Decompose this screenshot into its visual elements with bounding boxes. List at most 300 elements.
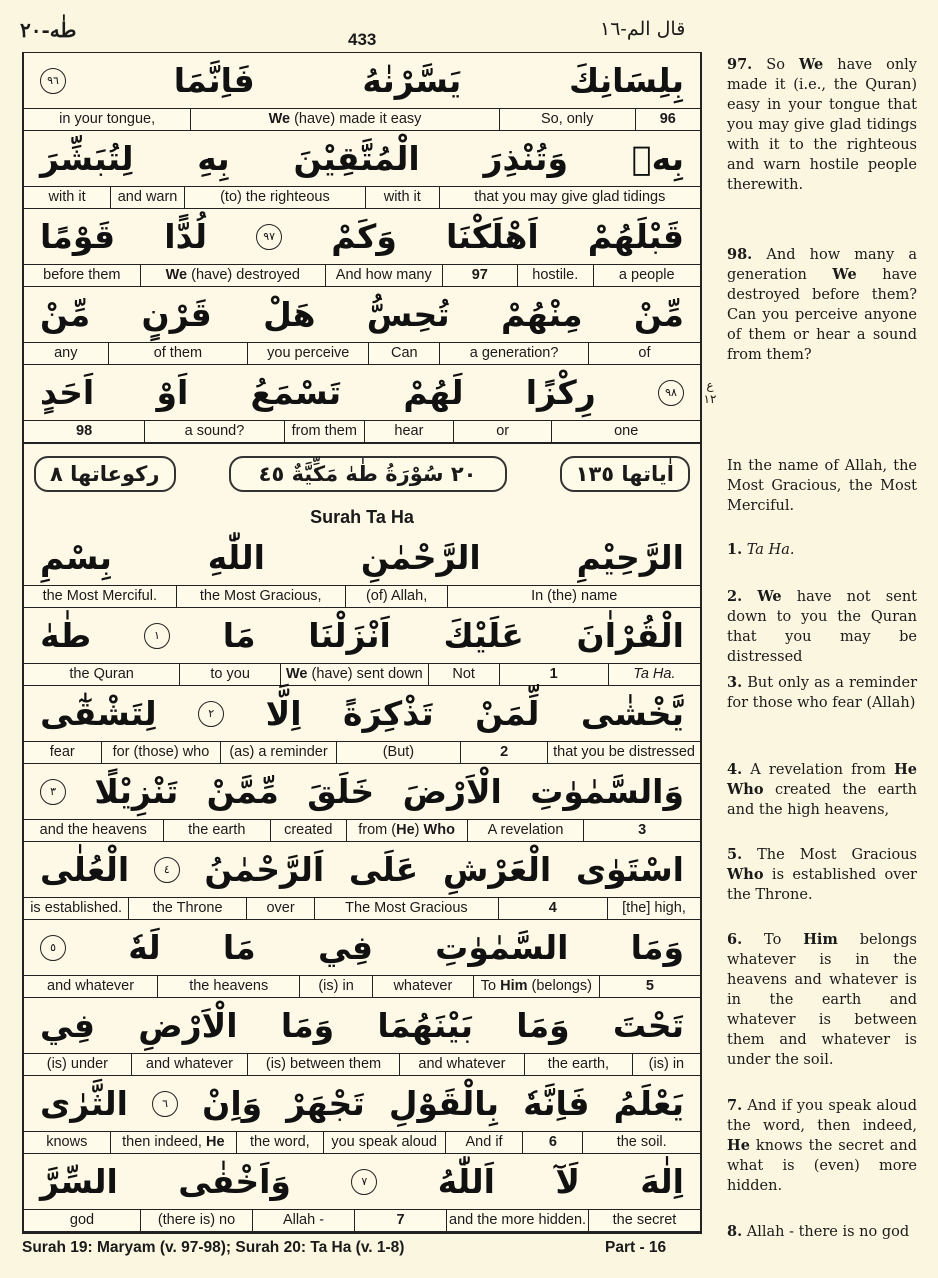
arabic-word: بِهٖ <box>631 139 684 178</box>
arabic-word: السَّمٰوٰتِ <box>435 928 569 967</box>
english-row <box>24 1053 700 1076</box>
arabic-word: تَنْزِيْلًا <box>94 772 179 811</box>
gloss-text: To <box>480 978 501 994</box>
gloss-cell <box>445 1132 523 1153</box>
arabic-word: الْعَرْشِ <box>442 850 552 889</box>
gloss-text: Not <box>452 666 475 682</box>
english-row <box>24 1209 700 1232</box>
gloss-cell <box>635 109 700 130</box>
gloss-text: then indeed, <box>122 1134 206 1150</box>
gloss-cell <box>252 1210 354 1231</box>
gloss-text: that you be distressed <box>553 744 695 760</box>
gloss-text: Can <box>391 345 418 361</box>
gloss-cell <box>345 586 448 607</box>
gloss-cell <box>499 664 608 685</box>
arabic-word: تَسْمَعُ <box>250 373 342 412</box>
verse-number-circle: ٦ <box>152 1091 178 1117</box>
gloss-cell <box>299 976 371 997</box>
gloss-bold: He <box>205 1134 225 1150</box>
gloss-text: Ta Ha. <box>633 666 676 682</box>
gloss-cell <box>24 1132 110 1153</box>
translation-emphasis: He <box>727 1137 750 1154</box>
arabic-word: قَرْنٍ <box>141 295 212 334</box>
gloss-cell <box>140 1210 252 1231</box>
gloss-text: (to) the righteous <box>220 189 330 205</box>
gloss-text: whatever <box>393 978 453 994</box>
gloss-cell <box>346 820 467 841</box>
surah-banner <box>24 443 700 504</box>
gloss-text: [the] high, <box>622 900 686 916</box>
gloss-text: or <box>496 423 510 439</box>
gloss-text: The Most Gracious <box>345 900 468 916</box>
gloss-cell <box>522 1132 582 1153</box>
translation-emphasis: We <box>832 266 857 283</box>
verse-number-circle: ٥ <box>40 935 66 961</box>
translation-text: The Most Gracious <box>742 847 917 863</box>
arabic-row <box>24 842 700 897</box>
gloss-cell <box>236 1132 323 1153</box>
gloss-text: the Quran <box>69 666 134 682</box>
gloss-cell <box>163 820 271 841</box>
verse-number-circle: ٩٧ <box>256 224 282 250</box>
arabic-row <box>24 764 700 819</box>
translation-emphasis: He Who <box>727 761 917 798</box>
gloss-cell <box>354 1210 446 1231</box>
arabic-word: لِّمَنْ <box>475 694 540 733</box>
arabic-word: اسْتَوٰى <box>575 850 684 889</box>
english-row <box>24 420 700 443</box>
arabic-word: تَذْكِرَةً <box>343 694 434 733</box>
arabic-word: الْمُتَّقِيْنَ <box>293 139 420 178</box>
arabic-word: لَهُمْ <box>403 373 464 412</box>
gloss-cell <box>176 586 345 607</box>
english-row <box>24 186 700 209</box>
gloss-cell <box>24 742 101 763</box>
gloss-text: and the more hidden. <box>449 1212 587 1228</box>
gloss-cell <box>131 1054 247 1075</box>
arabic-word: اللّٰهِ <box>207 538 265 577</box>
gloss-cell <box>588 343 700 364</box>
arabic-word: تُحِسُّ <box>366 295 450 334</box>
english-row <box>24 975 700 998</box>
arabic-word: يَسَّرْنٰهُ <box>362 61 462 100</box>
footer-part: Part - 16 <box>605 1239 667 1256</box>
gloss-text: 5 <box>645 978 654 994</box>
arabic-row <box>24 287 700 342</box>
arabic-word: عَلَى <box>348 850 419 889</box>
gloss-text: Allah - <box>282 1212 325 1228</box>
arabic-word: وَمَا <box>630 928 684 967</box>
gloss-text: that you may give glad tidings <box>474 189 666 205</box>
translation-verse <box>727 1096 917 1196</box>
gloss-text: (is) in <box>648 1056 685 1072</box>
gloss-cell <box>447 586 700 607</box>
translation-italic: Ta Ha. <box>746 542 795 558</box>
translation-verse <box>727 55 917 195</box>
gloss-cell <box>499 109 635 130</box>
arabic-word: لِتَشْقٰٓى <box>40 694 157 733</box>
gloss-cell <box>24 421 144 442</box>
gloss-cell <box>220 742 335 763</box>
arabic-word: وَاِنْ <box>202 1084 263 1123</box>
arabic-word: وَمَا <box>280 1006 335 1045</box>
gloss-cell <box>325 265 442 286</box>
arabic-row <box>24 131 700 186</box>
translation-emphasis: Him <box>803 931 838 948</box>
gloss-text: (have) made it easy <box>290 111 422 127</box>
arabic-word: بِهِ <box>197 139 230 178</box>
translation-text: And how many a generation <box>727 247 917 283</box>
gloss-text: is established. <box>30 900 123 916</box>
verse-number-circle: ٣ <box>40 779 66 805</box>
gloss-cell <box>24 820 163 841</box>
gloss-cell <box>453 421 551 442</box>
gloss-cell <box>246 898 314 919</box>
arabic-word: مَا <box>222 928 256 967</box>
translation-text: To <box>742 932 804 948</box>
arabic-word: السِّرَّ <box>40 1162 118 1201</box>
translation-text: belongs whatever is in the heavens and whatever is in the earth and whatever is between them and whatever is under the soil. <box>727 932 917 1068</box>
gloss-text: (of) Allah, <box>365 588 428 604</box>
gloss-cell <box>247 343 368 364</box>
translation-verse <box>727 673 917 713</box>
gloss-text: 96 <box>659 111 676 127</box>
gloss-text: and warn <box>117 189 178 205</box>
gloss-cell <box>498 898 607 919</box>
gloss-cell <box>364 421 453 442</box>
arabic-word: الرَّحِيْمِ <box>576 538 684 577</box>
gloss-text: And how many <box>335 267 432 283</box>
gloss-text: a generation? <box>469 345 559 361</box>
gloss-text: (is) under <box>46 1056 108 1072</box>
arabic-word: اَحَدٍ <box>40 373 95 412</box>
verse-label: 7. <box>727 1097 743 1114</box>
arabic-word: فِي <box>317 928 373 967</box>
translation-verse <box>727 245 917 365</box>
arabic-word: لُدًّا <box>164 217 208 256</box>
arabic-word: فَاِنَّمَا <box>173 61 255 100</box>
gloss-text: a people <box>618 267 675 283</box>
translation-text: have only made it (i.e., the Quran) easy in your tongue that you may give glad tidings with it to the righteous and warn hostile people therewith. <box>727 57 917 193</box>
arabic-word: عَلَيْكَ <box>443 616 524 655</box>
gloss-cell <box>372 976 473 997</box>
translation-verse <box>727 760 917 820</box>
verse-label: 5. <box>727 846 743 863</box>
verse-label: 2. <box>727 588 743 605</box>
gloss-text: the Most Gracious, <box>199 588 322 604</box>
gloss-cell <box>336 742 461 763</box>
gloss-cell <box>473 976 599 997</box>
gloss-cell <box>108 343 248 364</box>
gloss-cell <box>428 664 499 685</box>
gloss-text: (is) between them <box>265 1056 382 1072</box>
translation-text: A revelation from <box>742 762 895 778</box>
verse-number-circle: ١ <box>144 623 170 649</box>
translation-text: So <box>752 57 799 73</box>
gloss-cell <box>460 742 547 763</box>
arabic-row <box>24 686 700 741</box>
english-row <box>24 1131 700 1154</box>
gloss-text: god <box>69 1212 95 1228</box>
verse-label: 1. <box>727 541 743 558</box>
gloss-cell <box>24 1054 131 1075</box>
arabic-word: وَتُنْذِرَ <box>483 139 568 178</box>
gloss-cell <box>314 898 497 919</box>
arabic-word: لَهٗ <box>128 928 161 967</box>
gloss-cell <box>588 1210 700 1231</box>
gloss-cell <box>24 976 157 997</box>
banner-center: ٢٠ سُوْرَةُ طٰهٰ مَكِّيَّةٌ ٤٥ <box>229 456 507 492</box>
arabic-row <box>24 920 700 975</box>
banner-right: اٰياتها ١٣٥ <box>560 456 690 492</box>
gloss-cell <box>110 187 184 208</box>
arabic-word: تَحْتَ <box>612 1006 684 1045</box>
gloss-text: knows <box>46 1134 88 1150</box>
gloss-cell <box>110 1132 236 1153</box>
translation-text: created the earth and the high heavens, <box>727 782 917 818</box>
gloss-text: the soil. <box>616 1134 667 1150</box>
gloss-text: ) <box>414 822 424 838</box>
arabic-row <box>24 209 700 264</box>
gloss-cell <box>524 1054 632 1075</box>
gloss-cell <box>24 109 190 130</box>
english-row <box>24 741 700 764</box>
arabic-word: اَللّٰهُ <box>437 1162 495 1201</box>
gloss-cell <box>190 109 498 130</box>
arabic-word: هَلْ <box>263 295 316 334</box>
gloss-cell <box>270 820 345 841</box>
gloss-cell <box>140 265 325 286</box>
page-header <box>0 0 938 52</box>
gloss-text: in your tongue, <box>59 111 156 127</box>
arabic-word: وَكَمْ <box>331 217 397 256</box>
header-right: قال الم-١٦ <box>600 18 686 40</box>
arabic-row <box>24 365 700 420</box>
gloss-text: you speak aloud <box>331 1134 437 1150</box>
gloss-cell <box>442 265 517 286</box>
gloss-cell <box>24 1210 140 1231</box>
translation-emphasis: We <box>798 56 824 73</box>
gloss-text: the Most Merciful. <box>42 588 157 604</box>
arabic-word: الْاَرْضَ <box>402 772 502 811</box>
arabic-word: بِالْقَوْلِ <box>388 1084 500 1123</box>
gloss-text: with it <box>383 189 421 205</box>
gloss-text: (is) in <box>318 978 354 994</box>
gloss-cell <box>157 976 299 997</box>
gloss-cell <box>467 820 584 841</box>
arabic-word: اَهْلَكْنَا <box>445 217 539 256</box>
gloss-cell <box>593 265 701 286</box>
gloss-text: (have) sent down <box>307 666 423 682</box>
gloss-cell <box>365 187 439 208</box>
gloss-text: to you <box>210 666 250 682</box>
arabic-word: الرَّحْمٰنِ <box>360 538 481 577</box>
arabic-word: بَيْنَهُمَا <box>377 1006 474 1045</box>
gloss-cell <box>179 664 280 685</box>
gloss-text: hear <box>394 423 424 439</box>
english-row <box>24 819 700 842</box>
word-by-word-table <box>22 52 702 1234</box>
gloss-cell <box>399 1054 524 1075</box>
gloss-text: the word, <box>250 1134 310 1150</box>
translation-text: have destroyed before them? Can you perceive anyone of them or hear a sound from them? <box>727 267 917 363</box>
translation-text: In the name of Allah, the Most Gracious, the Most Merciful. <box>727 458 917 514</box>
arabic-word: الْاَرْضِ <box>138 1006 238 1045</box>
arabic-word: وَمَا <box>516 1006 570 1045</box>
gloss-text: a sound? <box>184 423 245 439</box>
gloss-cell <box>323 1132 445 1153</box>
gloss-text: the earth, <box>547 1056 610 1072</box>
english-row <box>24 663 700 686</box>
gloss-text: one <box>614 423 639 439</box>
translation-text: is established over the Throne. <box>727 867 917 903</box>
gloss-cell <box>632 1054 700 1075</box>
surah-title: Surah Ta Ha <box>310 507 414 527</box>
arabic-word: اِلٰهَ <box>640 1162 684 1201</box>
arabic-word: الْعُلٰى <box>40 850 130 889</box>
gloss-text: 1 <box>549 666 558 682</box>
arabic-word: اَوْ <box>156 373 189 412</box>
arabic-word: مِنْهُمْ <box>500 295 583 334</box>
gloss-bold: Who <box>423 822 455 838</box>
translation-emphasis: We <box>757 588 782 605</box>
verse-label: 6. <box>727 931 743 948</box>
gloss-text: from them <box>291 423 357 439</box>
arabic-word: مَا <box>222 616 256 655</box>
gloss-text: the secret <box>612 1212 677 1228</box>
arabic-row <box>24 53 700 108</box>
verse-number-circle: ٢ <box>198 701 224 727</box>
verse-number-circle: ٤ <box>154 857 180 883</box>
arabic-row <box>24 608 700 663</box>
arabic-word: اَلرَّحْمٰنُ <box>204 850 325 889</box>
translation-verse <box>727 587 917 667</box>
arabic-word: مِّنْ <box>40 295 91 334</box>
translation-verse <box>727 540 917 560</box>
english-row <box>24 108 700 131</box>
gloss-cell <box>24 265 140 286</box>
gloss-text: And if <box>465 1134 503 1150</box>
gloss-cell <box>607 898 700 919</box>
arabic-row <box>24 1076 700 1131</box>
gloss-text: with it <box>48 189 86 205</box>
arabic-word: فَاِنَّهٗ <box>523 1084 590 1123</box>
gloss-text: A revelation <box>487 822 564 838</box>
gloss-text: hostile. <box>532 267 579 283</box>
arabic-word: قَوْمًا <box>40 217 116 256</box>
gloss-text: 6 <box>548 1134 557 1150</box>
arabic-word: طٰهٰ <box>40 616 92 655</box>
gloss-cell <box>24 898 128 919</box>
gloss-cell <box>599 976 700 997</box>
gloss-cell <box>24 343 108 364</box>
english-row <box>24 897 700 920</box>
english-row <box>24 342 700 365</box>
verse-label: 3. <box>727 674 743 691</box>
gloss-cell <box>128 898 246 919</box>
arabic-word: لَآ <box>555 1162 580 1201</box>
gloss-cell <box>184 187 365 208</box>
gloss-text: fear <box>49 744 75 760</box>
gloss-text: 4 <box>548 900 557 916</box>
arabic-word: الْقُرْاٰنَ <box>576 616 684 655</box>
arabic-word: لِتُبَشِّرَ <box>40 139 134 178</box>
gloss-cell <box>582 1132 700 1153</box>
arabic-word: رِكْزًا <box>525 373 596 412</box>
gloss-bold: We <box>285 666 308 682</box>
translation-text: And if you speak aloud the word, then indeed, <box>727 1098 917 1134</box>
gloss-cell <box>547 742 700 763</box>
arabic-word: بِسْمِ <box>40 538 112 577</box>
gloss-text: (But) <box>382 744 415 760</box>
gloss-bold: He <box>396 822 415 838</box>
gloss-cell <box>583 820 700 841</box>
gloss-cell <box>608 664 700 685</box>
gloss-cell <box>284 421 364 442</box>
gloss-cell <box>144 421 284 442</box>
verse-label: 97. <box>727 56 753 73</box>
gloss-text: of <box>638 345 651 361</box>
translation-text: knows the secret and what is (even) more hidden. <box>727 1138 917 1194</box>
gloss-cell <box>24 664 179 685</box>
gloss-text: for (those) who <box>112 744 210 760</box>
arabic-word: يَعْلَمُ <box>613 1084 684 1123</box>
arabic-word: مِّمَّنْ <box>206 772 279 811</box>
gloss-text: In (the) name <box>531 588 618 604</box>
gloss-text: (there is) no <box>157 1212 236 1228</box>
gloss-text: over <box>266 900 295 916</box>
page-number: 433 <box>348 30 377 49</box>
ruku-mark: ع ١٢ <box>703 378 717 406</box>
verse-label: 98. <box>727 246 753 263</box>
arabic-word: مِّنْ <box>633 295 684 334</box>
gloss-cell <box>247 1054 399 1075</box>
banner-left: ركوعاتها ٨ <box>34 456 175 492</box>
arabic-word: وَالسَّمٰوٰتِ <box>530 772 684 811</box>
gloss-text: and whatever <box>145 1056 233 1072</box>
gloss-text: (belongs) <box>527 978 592 994</box>
arabic-word: اِلَّا <box>265 694 302 733</box>
gloss-cell <box>517 265 592 286</box>
arabic-word: وَاَخْفٰى <box>178 1162 291 1201</box>
gloss-text: created <box>284 822 333 838</box>
english-row <box>24 264 700 287</box>
gloss-cell <box>24 586 176 607</box>
gloss-text: 97 <box>471 267 488 283</box>
arabic-word: يَّخْشٰى <box>580 694 684 733</box>
english-row <box>24 585 700 608</box>
translation-verse <box>727 1222 917 1242</box>
translation-verse <box>727 845 917 905</box>
gloss-text: (have) destroyed <box>187 267 300 283</box>
gloss-cell <box>368 343 439 364</box>
gloss-cell <box>439 187 700 208</box>
gloss-text: the Throne <box>152 900 223 916</box>
translation-text: But only as a reminder for those who fear (Allah) <box>727 675 917 711</box>
gloss-cell <box>24 187 110 208</box>
translation-text: Allah - there is no god <box>742 1224 910 1240</box>
arabic-word: اَنْزَلْنَا <box>308 616 391 655</box>
arabic-word: بِلِسَانِكَ <box>569 61 684 100</box>
gloss-text: 3 <box>638 822 647 838</box>
gloss-text: any <box>54 345 78 361</box>
gloss-cell <box>446 1210 588 1231</box>
verse-number-circle: ٩٦ <box>40 68 66 94</box>
arabic-word: فِي <box>40 1006 96 1045</box>
gloss-text: before them <box>43 267 121 283</box>
gloss-bold: We <box>268 111 291 127</box>
translation-text: have not sent down to you the Quran that you may be distressed <box>727 589 917 665</box>
